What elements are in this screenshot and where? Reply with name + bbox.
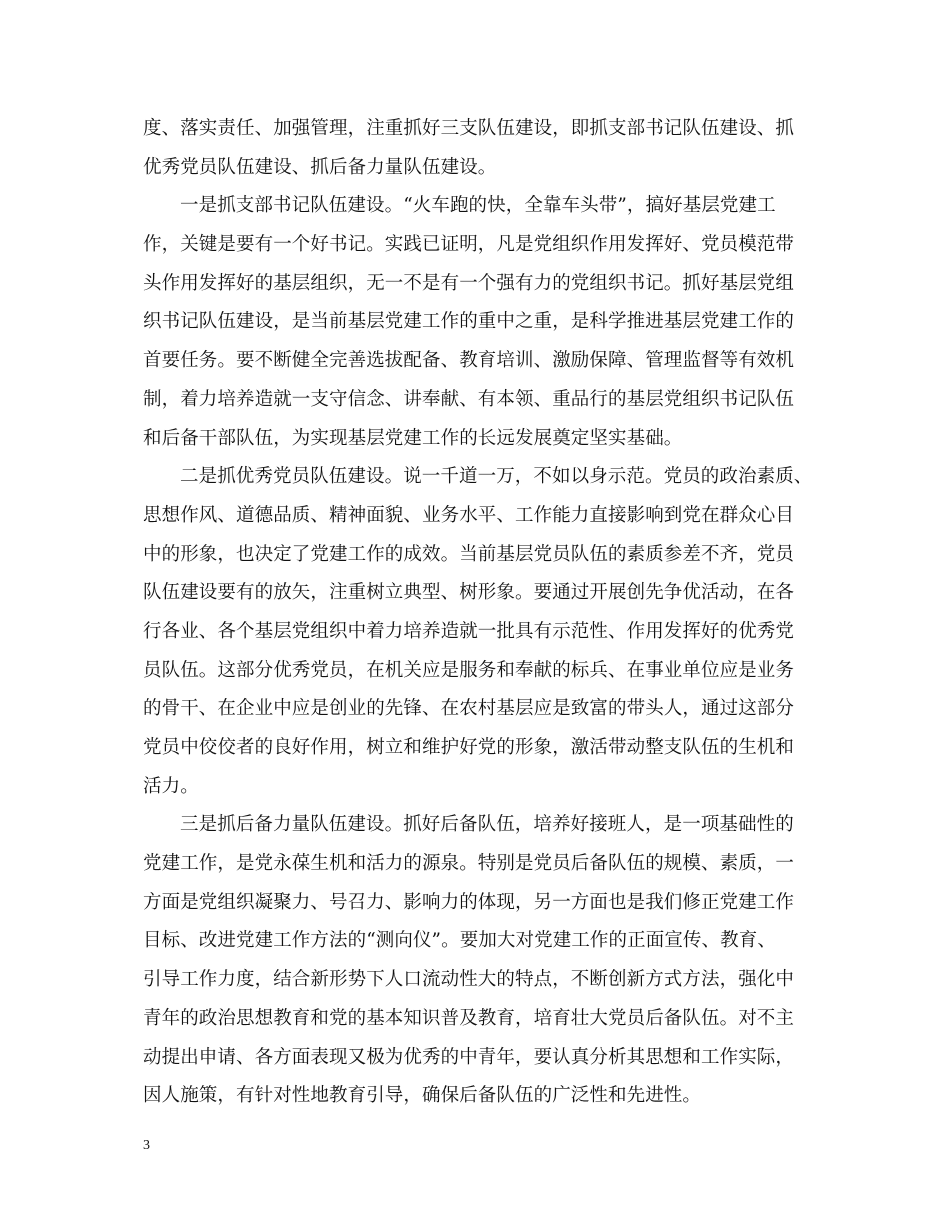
paragraph-line: 党员中佼佼者的良好作用，树立和维护好党的形象，激活带动整支队伍的生机和 bbox=[143, 737, 795, 758]
paragraph-line: 中的形象，也决定了党建工作的成效。当前基层党员队伍的素质参差不齐，党员 bbox=[143, 543, 795, 565]
paragraph-line: 制，着力培养造就一支守信念、讲奉献、有本领、重品行的基层党组织书记队伍 bbox=[143, 388, 795, 410]
paragraph-line: 动提出申请、各方面表现又极为优秀的中青年，要认真分析其思想和工作实际， bbox=[143, 1046, 795, 1068]
paragraph-first-line: 一是抓支部书记队伍建设。“火车跑的快，全靠车头带”，搞好基层党建工 bbox=[180, 195, 776, 217]
paragraph-line: 作，关键是要有一个好书记。实践已证明，凡是党组织作用发挥好、党员模范带 bbox=[143, 234, 795, 256]
paragraph-line: 首要任务。要不断健全完善选拔配备、教育培训、激励保障、管理监督等有效机 bbox=[143, 350, 795, 372]
paragraph-line: 度、落实责任、加强管理，注重抓好三支队伍建设，即抓支部书记队伍建设、抓 bbox=[143, 118, 795, 139]
paragraph-line: 引导工作力度，结合新形势下人口流动性大的特点，不断创新方式方法，强化中 bbox=[143, 969, 795, 991]
paragraph-line: 活力。 bbox=[143, 775, 199, 797]
paragraph-line: 和后备干部队伍，为实现基层党建工作的长远发展奠定坚实基础。 bbox=[143, 427, 683, 449]
paragraph-first-line: 三是抓后备力量队伍建设。抓好后备队伍，培养好接班人，是一项基础性的 bbox=[180, 814, 794, 836]
paragraph-line: 优秀党员队伍建设、抓后备力量队伍建设。 bbox=[143, 156, 497, 178]
paragraph-line: 织书记队伍建设，是当前基层党建工作的重中之重，是科学推进基层党建工作的 bbox=[143, 311, 795, 333]
paragraph-line: 思想作风、道德品质、精神面貌、业务水平、工作能力直接影响到党在群众心目 bbox=[143, 504, 795, 526]
paragraph-first-line: 二是抓优秀党员队伍建设。说一千道一万，不如以身示范。党员的政治素质、 bbox=[180, 466, 813, 488]
document-body bbox=[143, 110, 823, 1116]
paragraph-line: 员队伍。这部分优秀党员，在机关应是服务和奉献的标兵、在事业单位应是业务 bbox=[143, 659, 795, 681]
paragraph-line: 青年的政治思想教育和党的基本知识普及教育，培育壮大党员后备队伍。对不主 bbox=[143, 1007, 795, 1029]
paragraph-line: 党建工作，是党永葆生机和活力的源泉。特别是党员后备队伍的规模、素质，一 bbox=[143, 853, 795, 875]
paragraph-line: 行各业、各个基层党组织中着力培养造就一批具有示范性、作用发挥好的优秀党 bbox=[143, 620, 795, 642]
paragraph-line: 目标、改进党建工作方法的“测向仪”。要加大对党建工作的正面宣传、教育、 bbox=[143, 930, 776, 952]
paragraph-line: 方面是党组织凝聚力、号召力、影响力的体现，另一方面也是我们修正党建工作 bbox=[143, 891, 795, 913]
page-number: 3 bbox=[143, 1138, 150, 1153]
paragraph-line: 头作用发挥好的基层组织，无一不是有一个强有力的党组织书记。抓好基层党组 bbox=[143, 272, 795, 294]
paragraph-line: 因人施策，有针对性地教育引导，确保后备队伍的广泛性和先进性。 bbox=[143, 1085, 702, 1107]
paragraph-line: 队伍建设要有的放矢，注重树立典型、树形象。要通过开展创先争优活动，在各 bbox=[143, 582, 795, 604]
paragraph-line: 的骨干、在企业中应是创业的先锋、在农村基层应是致富的带头人，通过这部分 bbox=[143, 698, 795, 720]
